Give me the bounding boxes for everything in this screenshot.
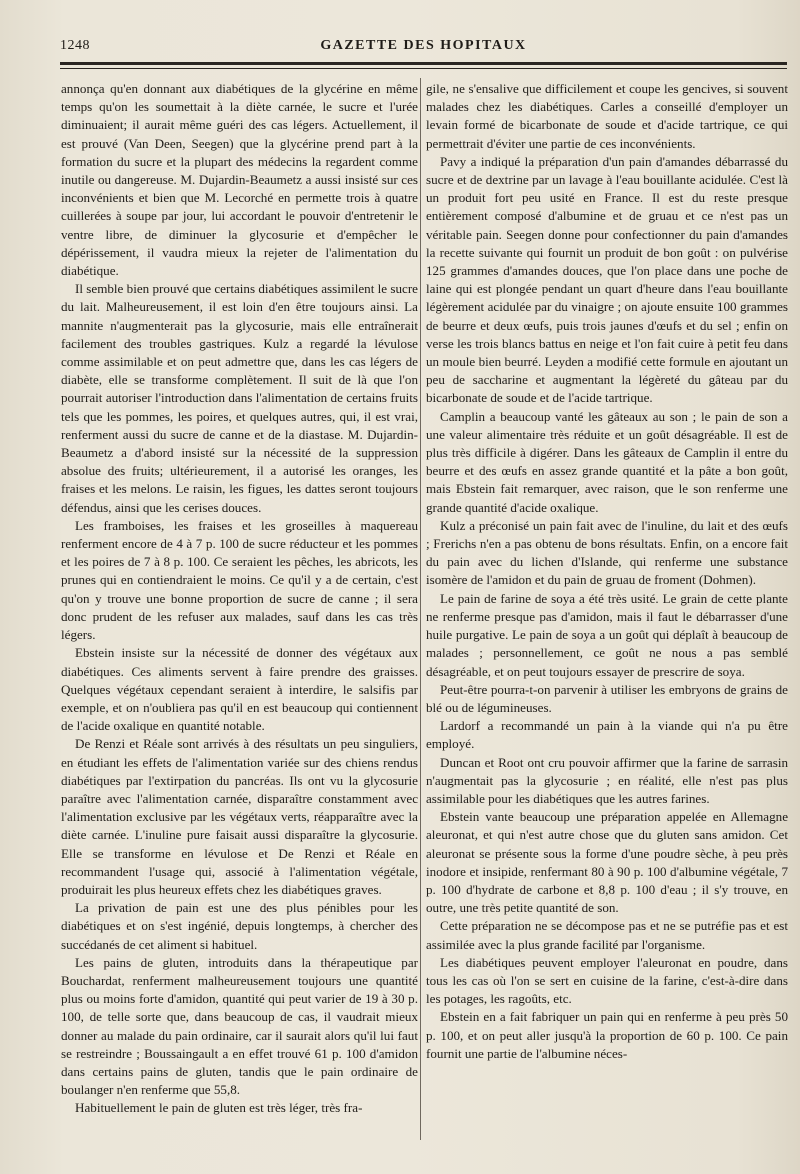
header-rule-thick [60,62,787,65]
paragraph: De Renzi et Réale sont arrivés à des résultats un peu singuliers, en étudiant les effets de l'alimentation variée sur des chiens rendus diabétiques par l'extirpation du pancréas. Ils ont vu la glycosurie paraître avec l'alimentation carnée, disparaître constamment avec l'alimentation exclusive par les végétaux verts, réapparaître avec la diète carnée. L'inuline pure faisait aussi disparaître la glycosurie. Elle se transforme en lévulose et De Renzi et Réale en recommandent l'usage qui, associé à l'alimentation végétale, produirait les plus heureux effets chez les diabétiques graves. [61,736,418,897]
header-rule-thin [60,68,787,69]
paragraph: Kulz a préconisé un pain fait avec de l'inuline, du lait et des œufs ; Frerichs n'en a pas obtenu de bons résultats. Enfin, on a encore fait du pain avec du lichen d'Islande, qui renferme une substance isomère de l'amidon et du pain de gruau de froment (Dohmen). [426,517,788,588]
paragraph: Pavy a indiqué la préparation d'un pain d'amandes débarrassé du sucre et de dextrine par un lavage à l'eau bouillante acidulée. C'est là un produit fort peu usité en France. Il est du reste presque entièrement composé d'albumine et de gruau et ce n'est pas un véritable pain. Seegen donne pour confectionner du pain d'amandes la recette suivante qui fournit un produit de bon goût : on pulvérise 125 grammes d'amandes douces, que l'on place dans une poche de laine qui est plongée pendant un quart d'heure dans l'eau bouillante légèrement acidulée par du vinaigre ; on ajoute ensuite 100 grammes de beurre et deux œufs, puis trois jaunes d'œufs et du sel ; enfin on verse les trois blancs battus en neige et l'on fait cuire à petit feu dans un moule bien beurré. Leyden a modifié cette formule en ajoutant un peu de saccharine et augmentant la légèreté du gâteau par du bicarbonate de soude et de l'acide tartrique. [426,153,788,406]
left-column [61,80,418,1118]
paragraph: La privation de pain est une des plus pénibles pour les diabétiques et on s'est ingénié, depuis longtemps, à chercher des succédanés de cet aliment si habituel. [61,900,418,952]
paragraph: Camplin a beaucoup vanté les gâteaux au son ; le pain de son a une valeur alimentaire très réduite et un goût désagréable. Il est de plus très difficile à digérer. Dans les gâteaux de Camplin il entre du beurre et des œufs en assez grande quantité et la pâte a bon goût, mais Ebstein fait remarquer, avec raison, que le son renferme une grande quantité d'acide oxalique. [426,408,788,515]
page-header [60,38,787,62]
paragraph: Les pains de gluten, introduits dans la thérapeutique par Bouchardat, renferment malheureusement toujours une quantité plus ou moins forte d'amidon, quantité qui peut varier de 19 à 30 p. 100, de telle sorte que, dans beaucoup de cas, il vaudrait mieux donner au malade du pain ordinaire, car il saurait alors qu'il lui faut se restreindre ; Boussaingault a en effet trouvé 61 p. 100 d'amidon dans certains pains de gluten, tandis que le pain ordinaire de boulanger n'en renferme que 55,8. [61,954,418,1098]
paragraph: Le pain de farine de soya a été très usité. Le grain de cette plante ne renferme presque pas d'amidon, mais il faut le débarrasser d'une huile purgative. Le pain de soya a un goût qui déplaît à beaucoup de malades ; personnellement, ce goût ne nous a pas semblé désagréable, et on peut toujours essayer de prescrire de soya. [426,590,788,679]
column-divider [420,78,421,1140]
journal-title: GAZETTE DES HOPITAUX [320,38,527,53]
paragraph: Ebstein en a fait fabriquer un pain qui en renferme à peu près 50 p. 100, et on peut aller jusqu'à la proportion de 60 p. 100. Ce pain fournit une partie de l'albumine néces- [426,1009,788,1061]
paragraph: Cette préparation ne se décompose pas et ne se putréfie pas et est assimilée avec la plus grande facilité par l'organisme. [426,918,788,952]
paragraph: annonça qu'en donnant aux diabétiques de la glycérine en même temps qu'on les soumettait à la diète carnée, le sucre et l'urée diminuaient; il aurait même guéri des cas légers. Actuellement, il est prouvé (Van Deen, Seegen) que la glycérine prend part à la formation du sucre et la plupart des médecins la regardent comme inutile ou dangereuse. M. Dujardin-Beaumetz a aussi insisté sur ces inconvénients et bien que M. Lecorché en permette trois à quatre cuillerées à soupe par jour, lui accordant le pouvoir d'entretenir le ventre libre, de diminuer la glycosurie et d'empêcher le dépérissement, il vaudra mieux la rejeter de l'alimentation du diabétique. [61,81,418,279]
paragraph: Lardorf a recommandé un pain à la viande qui n'a pu être employé. [426,718,788,752]
paragraph: Duncan et Root ont cru pouvoir affirmer que la farine de sarrasin n'augmentait pas la glycosurie ; en réalité, elle n'est pas plus assimilable pour les diabétiques que les autres farines. [426,754,788,806]
paragraph: Il semble bien prouvé que certains diabétiques assimilent le sucre du lait. Malheureusement, il est loin d'en être toujours ainsi. La mannite n'augmenterait pas la glycosurie, mais elle entraînerait facilement des troubles gastriques. Kulz a regardé la lévulose comme assimilable et on peut admettre que, dans les cas légers de diabète, elle se transforme complètement. Il suit de là que l'on pourrait autoriser l'introduction dans l'alimentation de certains fruits tels que les pommes, les poires, et quelques autres, qui, il est vrai, renferment aussi du sucre de canne et de la diastase. M. Dujardin-Beaumetz a d'abord insisté sur la nécessité de la suppression absolue des fruits; ultérieurement, il a autorisé les oranges, les fraises et les melons. Le raisin, les figues, les dattes seront toujours défendus, ainsi que les cerises douces. [61,281,418,515]
page-number: 1248 [60,38,90,53]
paragraph: Ebstein insiste sur la nécessité de donner des végétaux aux diabétiques. Ces aliments servent à faire prendre des graisses. Quelques végétaux cependant seraient à interdire, le salsifis par exemple, et on n'oubliera pas qu'il en est beaucoup qui contiennent de l'acide oxalique en quantité notable. [61,645,418,734]
paragraph: Ebstein vante beaucoup une préparation appelée en Allemagne aleuronat, et qui n'est autre chose que du gluten sans amidon. Cet aleuronat se présente sous la forme d'une poudre sèche, à peu près inodore et insipide, renfermant 80 à 90 p. 100 d'albumine végétale, 7 p. 100 d'hydrate de carbone et 8,8 p. 100 d'eau ; il s'y trouve, en outre, une très petite quantité de son. [426,809,788,916]
paragraph: Les framboises, les fraises et les groseilles à maquereau renferment encore de 4 à 7 p. 100 de sucre réducteur et les pommes et les poires de 7 à 8 p. 100. Ce seraient les pêches, les abricots, les prunes qui en contiendraient le moins. Ce qu'il y a de certain, c'est qu'on y trouve une bonne proportion de sucre de canne ; il sera donc prudent de les refuser aux malades, sauf dans les cas très légers. [61,517,418,643]
paragraph: Les diabétiques peuvent employer l'aleuronat en poudre, dans tous les cas où l'on se sert en cuisine de la farine, c'est-à-dire dans les potages, les ragoûts, etc. [426,954,788,1007]
paragraph: Peut-être pourra-t-on parvenir à utiliser les embryons de grains de blé ou de légumineuses. [426,681,788,715]
paragraph: gile, ne s'ensalive que difficilement et coupe les gencives, si souvent malades chez les diabétiques. Carles a conseillé d'employer un levain formé de bicarbonate de soude et d'acide tartrique, ce qui permettrait d'éviter une partie de ces inconvénients. [426,81,788,151]
right-column [426,80,788,1063]
paragraph: Habituellement le pain de gluten est très léger, très fra- [75,1100,363,1116]
